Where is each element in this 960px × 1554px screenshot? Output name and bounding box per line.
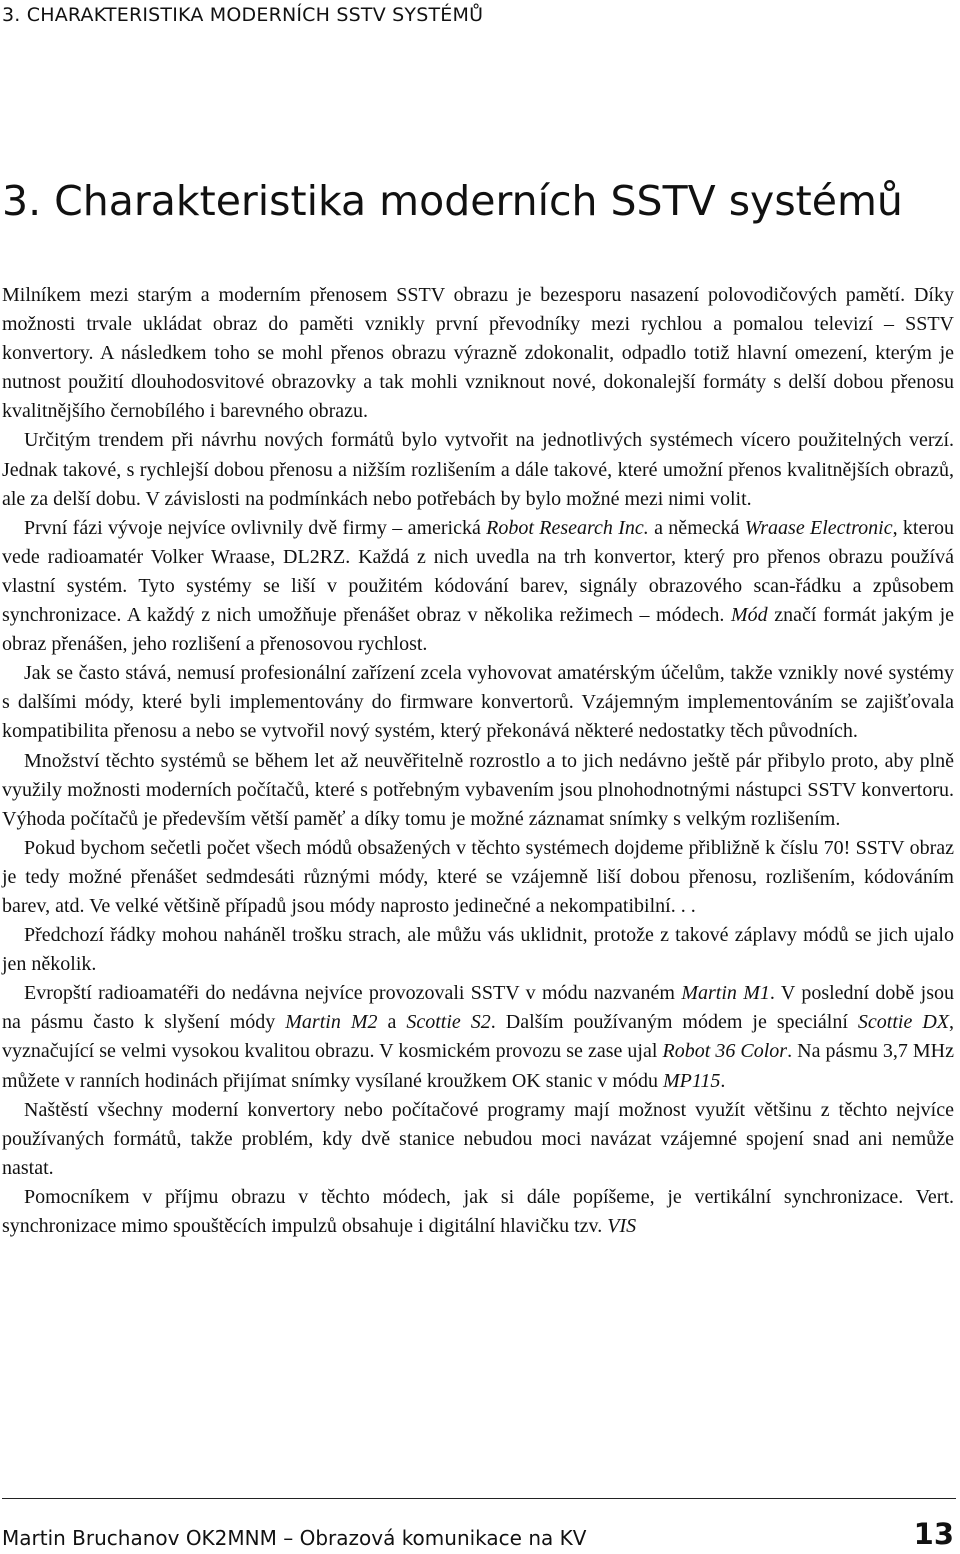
text-run: Evropští radioamatéři do nedávna nejvíce provozovali SSTV v módu nazvaném <box>24 982 682 1005</box>
text-run: . Dalším používaným módem je speciální <box>490 1011 858 1034</box>
text-run: a <box>377 1011 407 1034</box>
text-run: . <box>720 1069 726 1092</box>
text-run: , kterou vede radioamatér Volker Wraase, DL2RZ. Každá z nich uvedla na trh konvertor, který pro přenos obrazu používá vlastní systém. Tyto systémy se liší v použitém kódování barev, signály obrazového scan-řádku a způsobem synchronizace. A každý z nich umožňuje přenášet obraz v několika režimech – módech. <box>2 516 955 627</box>
paragraph: Předchozí řádky mohou naháněl trošku strach, ale můžu vás uklidnit, protože z takové záplavy módů se jich ujalo jen několik. <box>2 924 954 976</box>
term: Mód <box>730 604 768 627</box>
text-run: . Na pásmu 3,7 MHz můžete v ranních hodinách přijímat snímky vysílané kroužkem OK stanic v módu <box>2 1040 954 1092</box>
text-run: , vyznačující se velmi vysokou kvalitou obrazu. V kosmickém provozu se zase ujal <box>2 1011 954 1063</box>
footer-rule <box>2 1498 956 1499</box>
paragraph <box>2 979 954 1095</box>
company-name: Robot Research Inc. <box>486 516 649 539</box>
paragraph: Naštěstí všechny moderní konvertory nebo počítačové programy mají možnost využít většinu z těchto nejvíce používaných formátů, takže problém, kdy dvě stanice nebudou moci navázat vzájemné spojení snad ani nemůže nastat. <box>2 1098 954 1179</box>
chapter-title: 3. Charakteristika moderních SSTV systémů <box>2 177 903 225</box>
running-head: 3. CHARAKTERISTIKA MODERNÍCH SSTV SYSTÉMŮ <box>2 4 484 26</box>
body-text <box>2 281 954 1241</box>
mode-name: Martin M1 <box>681 982 770 1005</box>
page-number: 13 <box>913 1517 954 1551</box>
paragraph <box>2 1183 954 1241</box>
text-run: značí formát jakým je obraz přenášen, jeho rozlišení a přenosovou rychlost. <box>2 604 954 656</box>
paragraph: Pokud bychom sečetli počet všech módů obsažených v těchto systémech dojdeme přibližně k číslu 70! SSTV obraz je tedy možné přenášet sedmdesáti různými módy, které se vzájemně liší dobou přenosu, rozlišením, kódováním barev, atd. Ve velké většině případů jsou módy naprosto jedinečné a nekompatibilní. . . <box>2 836 954 917</box>
paragraph: Milníkem mezi starým a moderním přenosem SSTV obrazu je bezesporu nasazení polovodičových pamětí. Díky možnosti trvale ukládat obraz do paměti vznikly první převodníky mezi rychlou a pomalou televizí – SSTV konvertory. A následkem toho se mohl přenos obrazu výrazně zdokonalit, odpadlo totiž hlavní omezení, kterým je nutnost použití dlouhodosvitové obrazovky a tak mohli vzniknout nové, dokonalejší formáty s delší dobou přenosu kvalitnějšího černobílého i barevného obrazu. <box>2 284 954 423</box>
text-run: a německá <box>648 516 745 539</box>
mode-name: Robot 36 Color <box>662 1040 788 1063</box>
footer-text: Martin Bruchanov OK2MNM – Obrazová komunikace na KV <box>2 1526 587 1550</box>
paragraph: Jak se často stává, nemusí profesionální zařízení zcela vyhovovat amatérským účelům, takže vznikly nové systémy s dalšími módy, které byli implementovány do firmware konvertorů. Vzájemným implementováním se zajišťovala kompatibilita přenosu a nebo se vytvořil nový systém, který překonává některé nedostatky těch původních. <box>2 662 954 743</box>
mode-name: Scottie DX <box>857 1011 949 1034</box>
text-run: První fázi vývoje nejvíce ovlivnily dvě firmy – americká <box>24 516 487 539</box>
paragraph: Určitým trendem při návrhu nových formátů bylo vytvořit na jednotlivých systémech vícero použitelných verzí. Jednak takové, s rychlejší dobou přenosu a nižším rozlišením a dále takové, které umožní přenos kvalitnějších obrazů, ale za delší dobu. V závislosti na podmínkách nebo potřebách by bylo možné mezi nimi volit. <box>2 429 954 510</box>
company-name: Wraase Electronic <box>744 516 893 539</box>
paragraph: Množství těchto systémů se během let až neuvěřitelně rozrostlo a to jich nedávno ještě pár přibylo proto, aby plně využily možnosti moderních počítačů, které s potřebným vybavením jsou plnohodnotnými nástupci SSTV konvertoru. Výhoda počítačů je především větší paměť a díky tomu je možné záznamat snímky s velkým rozlišením. <box>2 749 954 830</box>
term: VIS <box>607 1215 637 1237</box>
text-run: Pomocníkem v příjmu obrazu v těchto módech, jak si dále popíšeme, je vertikální synchronizace. Vert. synchronizace mimo spouštěcích impulzů obsahuje i digitální hlavičku tzv. <box>2 1185 954 1237</box>
mode-name: Martin M2 <box>285 1011 378 1034</box>
mode-name: Scottie S2 <box>406 1011 491 1034</box>
text-run: . V poslední době jsou na pásmu často k slyšení módy <box>2 982 954 1034</box>
paragraph <box>2 514 954 659</box>
mode-name: MP115 <box>662 1069 721 1092</box>
